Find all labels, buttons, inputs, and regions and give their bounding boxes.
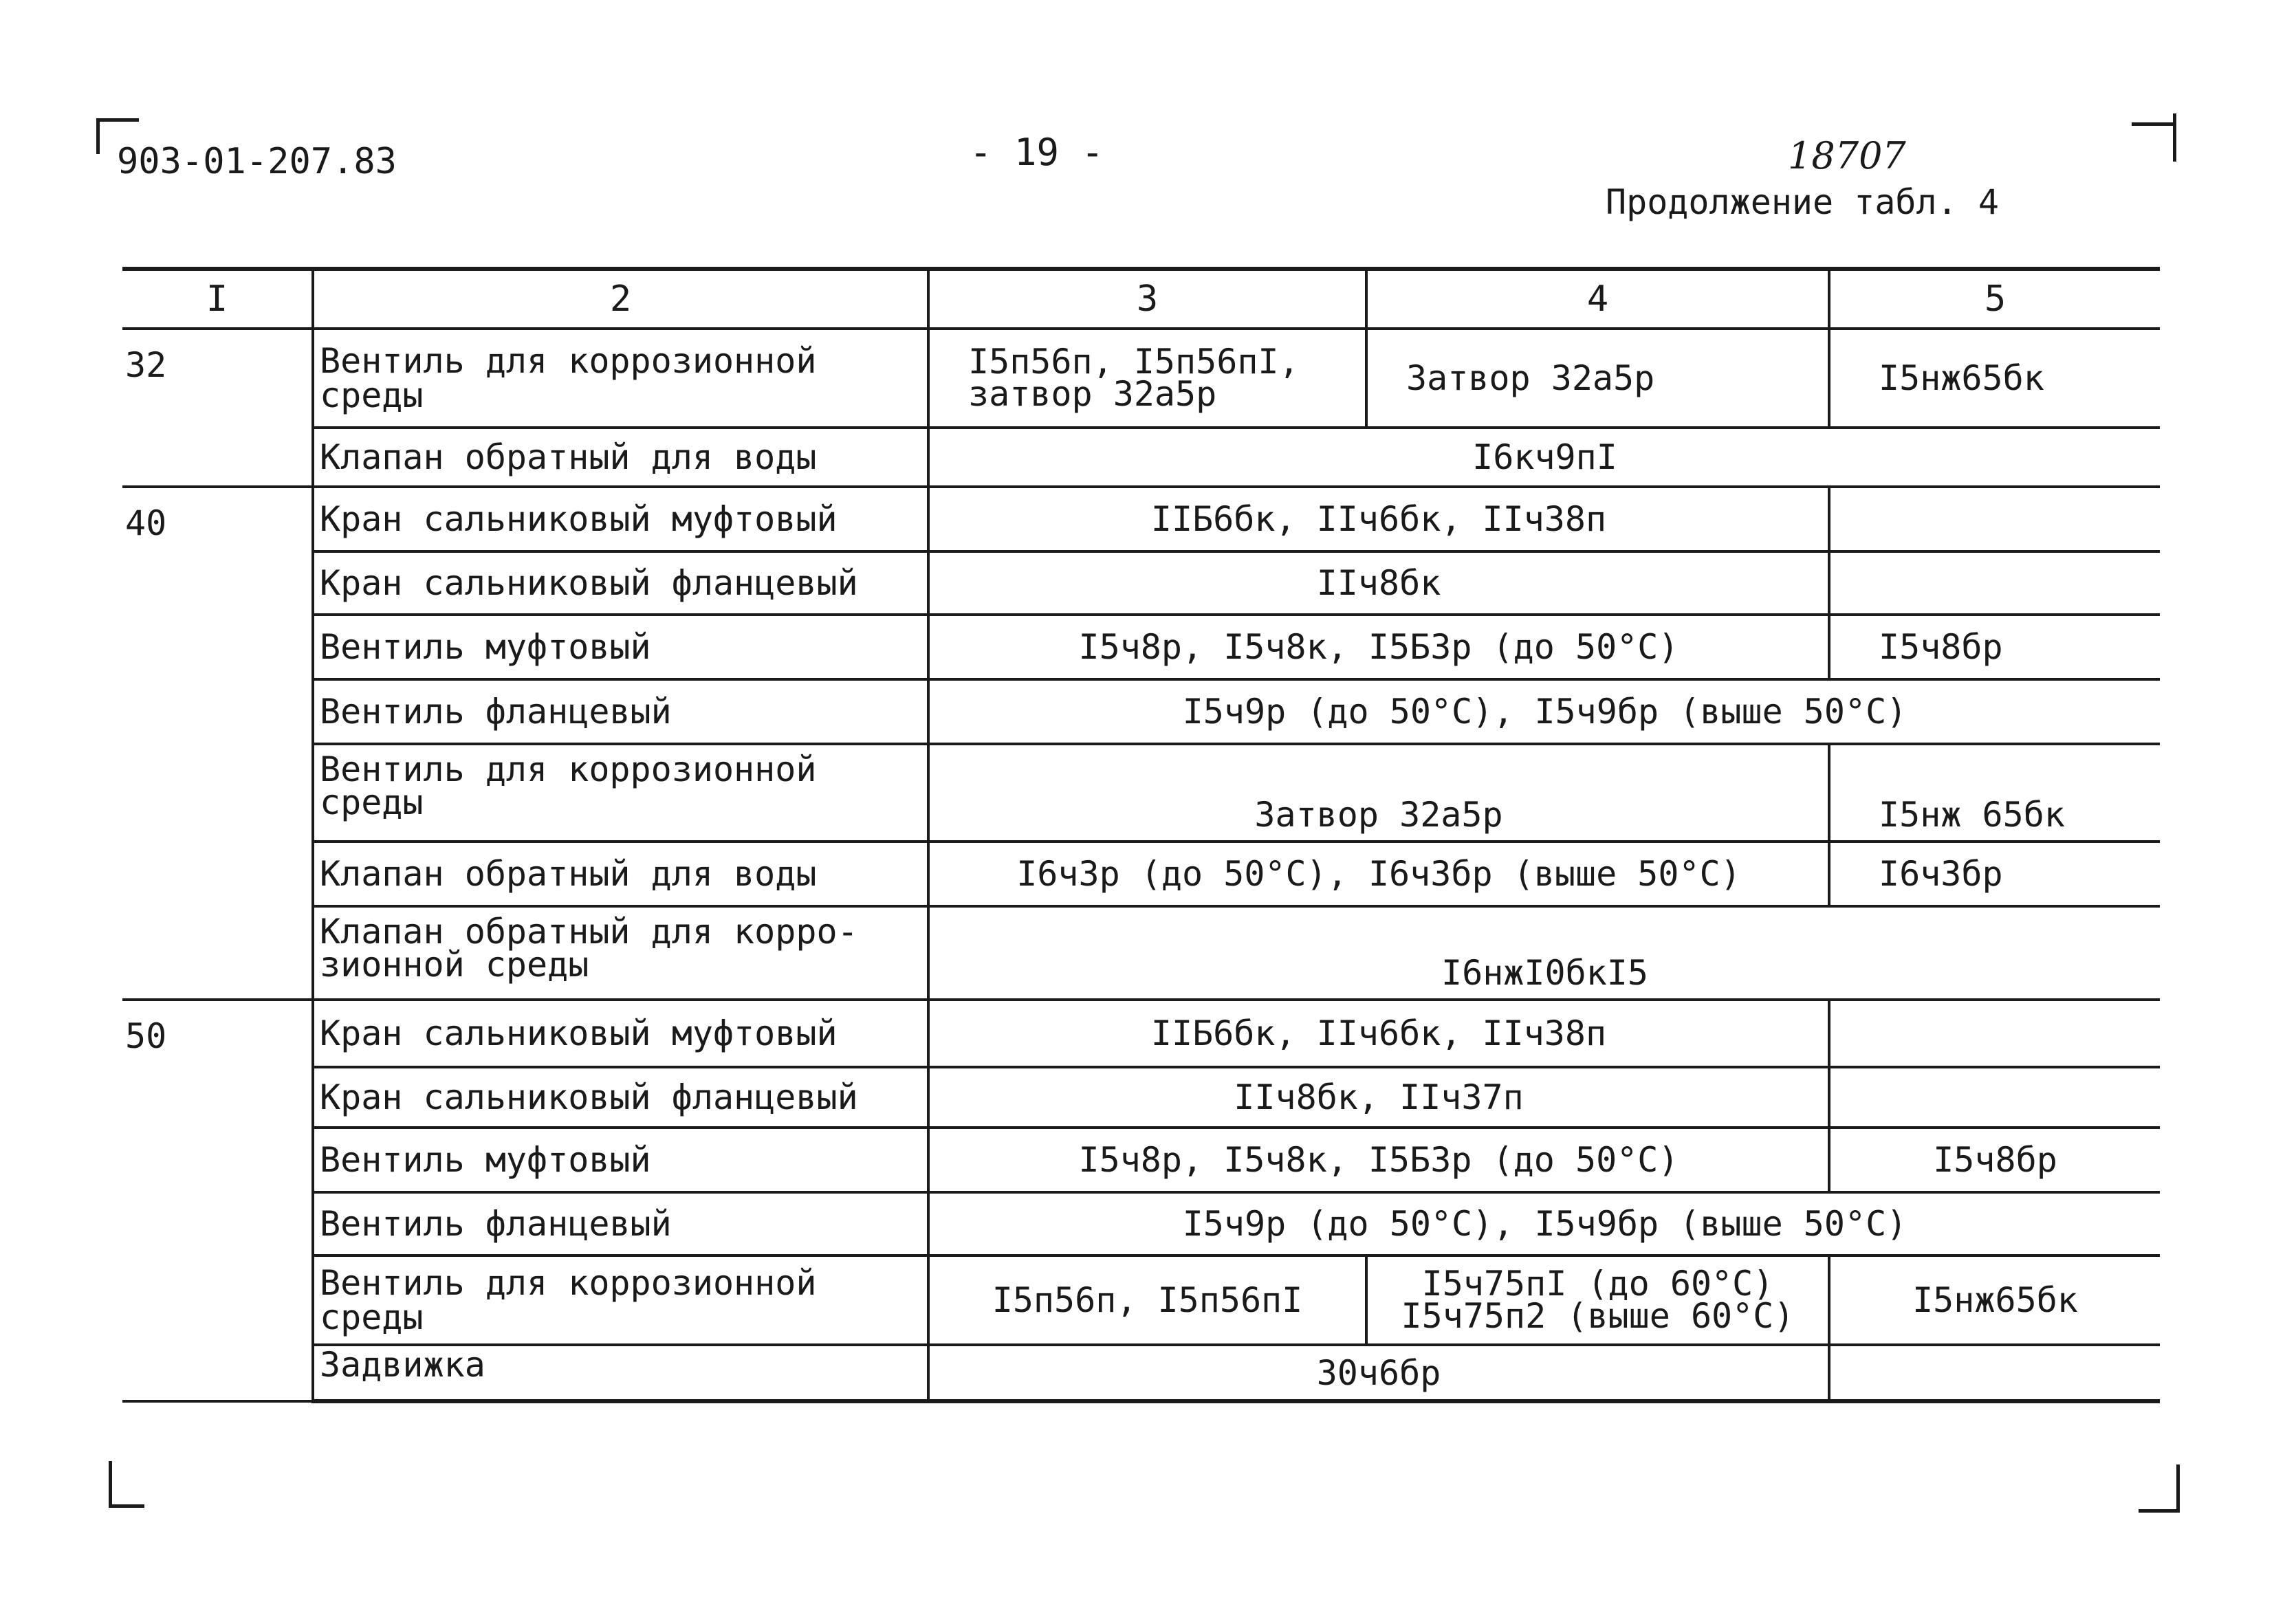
- col5-cell: I6ч3бр: [1829, 842, 2160, 906]
- crop-mark-top-right-horizontal: [2132, 122, 2173, 126]
- col4-cell: Затвор 32а5р: [1366, 329, 1829, 428]
- merged-value: I5ч9р (до 50°С), I5ч9бр (выше 50°С): [928, 679, 2160, 744]
- table-row: [122, 487, 2160, 551]
- table-row: [122, 744, 2160, 842]
- crop-mark-bottom-right-vertical: [2176, 1464, 2180, 1513]
- column-header: I: [122, 269, 313, 329]
- col5-cell: [1829, 1000, 2160, 1067]
- dn-cell: 40: [122, 487, 313, 1000]
- col3-cell: I5п56п, I5п56пI, затвор 32а5р: [928, 329, 1366, 428]
- crop-mark-top-right-vertical: [2173, 113, 2176, 162]
- col5-cell: [1829, 1067, 2160, 1128]
- merged-value: I6ч3р (до 50°С), I6ч3бр (выше 50°С): [928, 842, 1829, 906]
- table-row: [122, 1345, 2160, 1401]
- merged-value: I6кч9пI: [928, 428, 2160, 487]
- col3-cell: I5п56п, I5п56пI: [928, 1255, 1366, 1345]
- dn-cell: 50: [122, 1000, 313, 1401]
- merged-value: I5ч8р, I5ч8к, I5Б3р (до 50°С): [928, 1128, 1829, 1192]
- fitting-name: Задвижка: [313, 1345, 928, 1401]
- table-row: [122, 1255, 2160, 1345]
- fitting-name: Кран сальниковый фланцевый: [313, 551, 928, 615]
- column-header: 4: [1366, 269, 1829, 329]
- merged-value: I5ч8р, I5ч8к, I5Б3р (до 50°С): [928, 615, 1829, 679]
- merged-value: I5ч9р (до 50°С), I5ч9бр (выше 50°С): [928, 1192, 2160, 1255]
- col5-cell: I5нж65бк: [1829, 329, 2160, 428]
- table-row: [122, 1067, 2160, 1128]
- table-row: [122, 1000, 2160, 1067]
- archive-number: 18707: [1788, 134, 1906, 177]
- fitting-name: Вентиль муфтовый: [313, 615, 928, 679]
- crop-mark-top-left-horizontal: [96, 118, 139, 122]
- fitting-name: Вентиль муфтовый: [313, 1128, 928, 1192]
- fitting-name: Вентиль фланцевый: [313, 679, 928, 744]
- table-row: [122, 906, 2160, 1000]
- document-code: 903-01-207.83: [117, 141, 397, 182]
- fitting-name: Клапан обратный для корро- зионной среды: [313, 906, 928, 1000]
- fitting-name: Кран сальниковый муфтовый: [313, 487, 928, 551]
- fitting-name: Вентиль фланцевый: [313, 1192, 928, 1255]
- crop-mark-bottom-right-horizontal: [2139, 1509, 2178, 1513]
- page-number: - 19 -: [970, 131, 1104, 174]
- crop-mark-bottom-left-vertical: [109, 1461, 112, 1508]
- fitting-name: Кран сальниковый муфтовый: [313, 1000, 928, 1067]
- column-header: 3: [928, 269, 1366, 329]
- column-header: 2: [313, 269, 928, 329]
- fitting-name: Вентиль для коррозионной среды: [313, 329, 928, 428]
- fitting-name: Клапан обратный для воды: [313, 428, 928, 487]
- table-row: [122, 679, 2160, 744]
- table-row: [122, 551, 2160, 615]
- fitting-name: Кран сальниковый фланцевый: [313, 1067, 928, 1128]
- fitting-name: Клапан обратный для воды: [313, 842, 928, 906]
- col5-cell: [1829, 1345, 2160, 1401]
- merged-value: Затвор 32а5р: [928, 744, 1829, 842]
- dn-cell: 32: [122, 329, 313, 487]
- merged-value: I6нжI0бкI5: [928, 906, 2160, 1000]
- merged-value: IIч8бк: [928, 551, 1829, 615]
- col5-cell: I5нж 65бк: [1829, 744, 2160, 842]
- table-row: [122, 1192, 2160, 1255]
- valve-table: [122, 267, 2160, 1403]
- merged-value: IIБ6бк, IIч6бк, IIч38п: [928, 487, 1829, 551]
- crop-mark-bottom-left-horizontal: [109, 1504, 144, 1508]
- table-row: [122, 329, 2160, 428]
- fitting-name: Вентиль для коррозионной среды: [313, 1255, 928, 1345]
- crop-mark-top-left-vertical: [96, 118, 100, 154]
- col5-cell: I5нж65бк: [1829, 1255, 2160, 1345]
- table-row: [122, 1128, 2160, 1192]
- fitting-name: Вентиль для коррозионной среды: [313, 744, 928, 842]
- column-header: 5: [1829, 269, 2160, 329]
- table-row: [122, 842, 2160, 906]
- merged-value: 30ч6бр: [928, 1345, 1829, 1401]
- table-header-row: [122, 269, 2160, 329]
- merged-value: IIБ6бк, IIч6бк, IIч38п: [928, 1000, 1829, 1067]
- continuation-note: Продолжение табл. 4: [1606, 182, 1999, 222]
- col4-cell: I5ч75пI (до 60°С) I5ч75п2 (выше 60°С): [1366, 1255, 1829, 1345]
- merged-value: IIч8бк, IIч37п: [928, 1067, 1829, 1128]
- col5-cell: I5ч8бр: [1829, 1128, 2160, 1192]
- col5-cell: [1829, 487, 2160, 551]
- table-row: [122, 615, 2160, 679]
- table-row: [122, 428, 2160, 487]
- col5-cell: I5ч8бр: [1829, 615, 2160, 679]
- col5-cell: [1829, 551, 2160, 615]
